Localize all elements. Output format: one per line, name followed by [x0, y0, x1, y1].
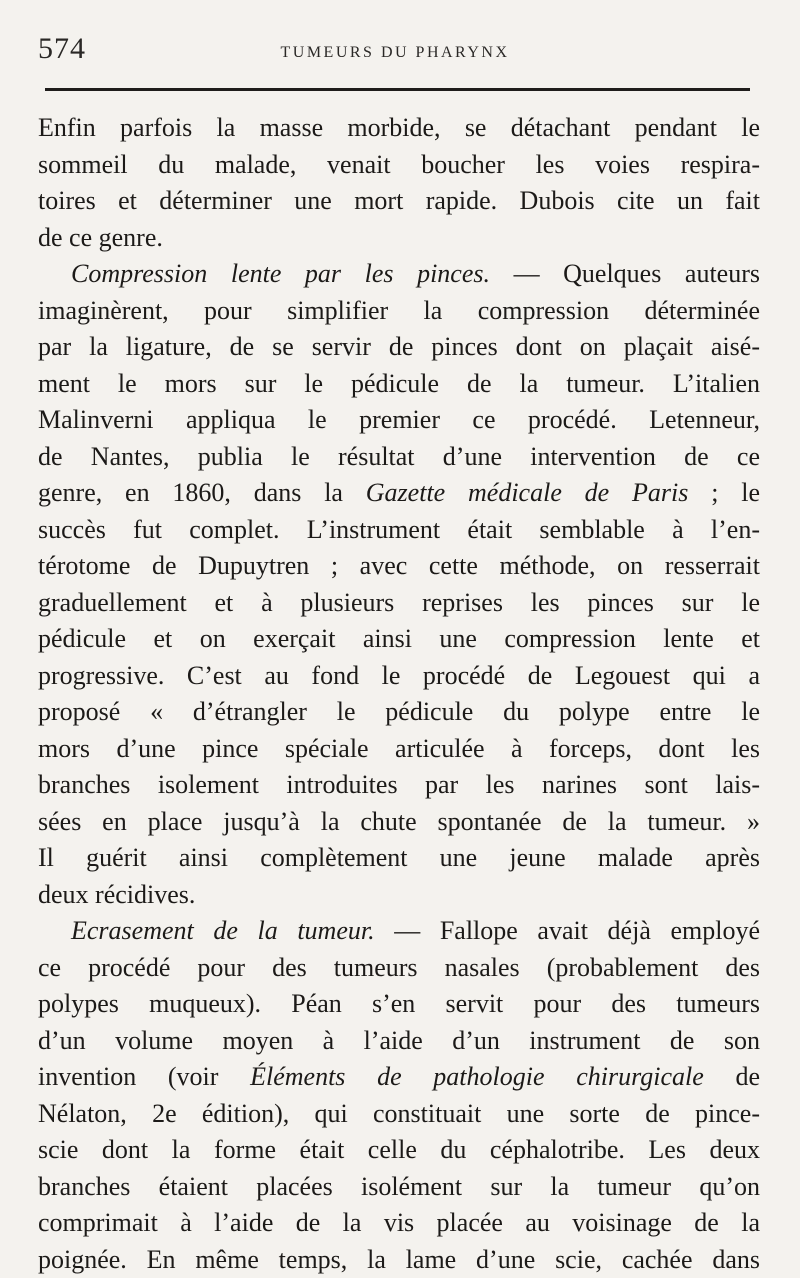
text-line: polypes muqueux). Péan s’en servit pour des tumeurs	[38, 986, 760, 1023]
section-heading-line	[38, 256, 760, 293]
book-title: Éléments de pathologie chirurgicale	[250, 1062, 704, 1091]
text-run: — Quelques auteurs	[490, 259, 760, 288]
text-line: scie dont la forme était celle du céphalotribe. Les deux	[38, 1132, 760, 1169]
text-line: pédicule et on exerçait ainsi une compression lente et	[38, 621, 760, 658]
text-line: de ce genre.	[38, 220, 760, 257]
text-line: deux récidives.	[38, 877, 760, 914]
text-line: Il guérit ainsi complètement une jeune malade après	[38, 840, 760, 877]
text-line: de Nantes, publia le résultat d’une intervention de ce	[38, 439, 760, 476]
text-run: de	[704, 1062, 760, 1091]
text-line: toires et déterminer une mort rapide. Dubois cite un fait	[38, 183, 760, 220]
text-line: poignée. En même temps, la lame d’une scie, cachée dans	[38, 1242, 760, 1278]
section-title-ecrasement: Ecrasement de la tumeur.	[71, 916, 375, 945]
page-number: 574	[38, 32, 86, 66]
text-run: genre, en 1860, dans la	[38, 478, 366, 507]
text-line: progressive. C’est au fond le procédé de Legouest qui a	[38, 658, 760, 695]
text-line: Nélaton, 2e édition), qui constituait une sorte de pince-	[38, 1096, 760, 1133]
header-rule	[45, 88, 750, 91]
text-line: succès fut complet. L’instrument était semblable à l’en-	[38, 512, 760, 549]
text-line: graduellement et à plusieurs reprises les pinces sur le	[38, 585, 760, 622]
text-line: comprimait à l’aide de la vis placée au voisinage de la	[38, 1205, 760, 1242]
text-line: imaginèrent, pour simplifier la compression déterminée	[38, 293, 760, 330]
page-header	[38, 32, 752, 66]
text-line: proposé « d’étrangler le pédicule du polype entre le	[38, 694, 760, 731]
text-line: par la ligature, de se servir de pinces dont on plaçait aisé-	[38, 329, 760, 366]
text-line: ce procédé pour des tumeurs nasales (probablement des	[38, 950, 760, 987]
body-text	[38, 110, 760, 1278]
text-line: ment le mors sur le pédicule de la tumeur. L’italien	[38, 366, 760, 403]
text-line: branches isolement introduites par les narines sont lais-	[38, 767, 760, 804]
section-heading-line	[38, 913, 760, 950]
text-line: sommeil du malade, venait boucher les voies respira-	[38, 147, 760, 184]
text-line	[38, 1059, 760, 1096]
text-line: Malinverni appliqua le premier ce procédé. Letenneur,	[38, 402, 760, 439]
text-line: branches étaient placées isolément sur la tumeur qu’on	[38, 1169, 760, 1206]
text-line: Enfin parfois la masse morbide, se détachant pendant le	[38, 110, 760, 147]
text-line: d’un volume moyen à l’aide d’un instrument de son	[38, 1023, 760, 1060]
text-line: térotome de Dupuytren ; avec cette méthode, on resserrait	[38, 548, 760, 585]
text-run: invention (voir	[38, 1062, 250, 1091]
text-line	[38, 475, 760, 512]
text-line: sées en place jusqu’à la chute spontanée de la tumeur. »	[38, 804, 760, 841]
text-run: — Fallope avait déjà employé	[375, 916, 760, 945]
section-title-compression: Compression lente par les pinces.	[71, 259, 490, 288]
running-title: TUMEURS DU PHARYNX	[38, 44, 752, 62]
journal-title: Gazette médicale de Paris	[366, 478, 689, 507]
text-run: ; le	[688, 478, 760, 507]
text-line: mors d’une pince spéciale articulée à forceps, dont les	[38, 731, 760, 768]
